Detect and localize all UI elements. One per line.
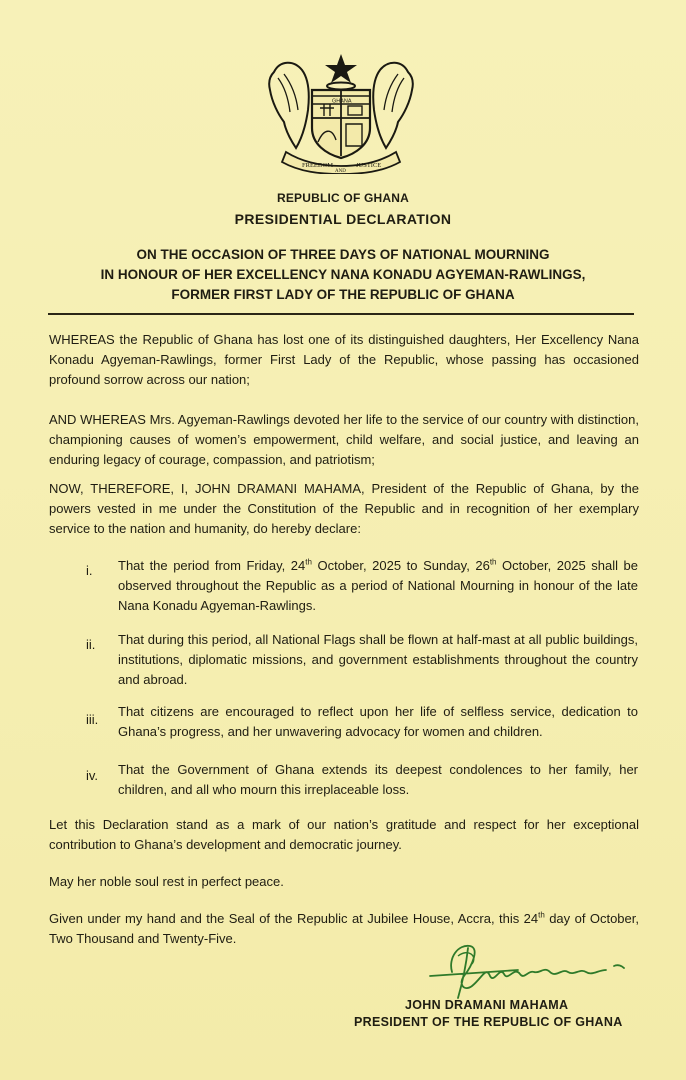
republic-heading: REPUBLIC OF GHANA (276, 191, 410, 205)
item-1-text (118, 556, 638, 616)
item-1-sup-2: th (489, 557, 497, 567)
ghana-coat-of-arms (262, 52, 420, 174)
item-1-text-c: October, 2025 shall be observed throughout the Republic as a period of National Mourning in honour of the late Nana Konadu Agyeman-Rawlings. (118, 558, 638, 613)
given-sup: th (538, 910, 545, 920)
item-1-number: i. (86, 563, 93, 578)
signatory-name: JOHN DRAMANI MAHAMA (405, 998, 569, 1012)
motto-center: AND (335, 169, 346, 174)
now-therefore-paragraph: NOW, THEREFORE, I, JOHN DRAMANI MAHAMA, President of the Republic of Ghana, by the powers vested in me under the Constitution of the Republic and in recognition of her exemplary service to the nation and humanity, do hereby declare: (49, 481, 639, 536)
given-text-a: Given under my hand and the Seal of the Republic at Jubilee House, Accra, this 24 (49, 911, 539, 926)
header-divider (48, 313, 634, 315)
item-3-text: That citizens are encouraged to reflect upon her life of selfless service, dedication to Ghana’s progress, and her unwavering advocacy for women and children. (118, 704, 638, 739)
signatory-title: PRESIDENT OF THE REPUBLIC OF GHANA (354, 1015, 623, 1029)
occasion-line-1: ON THE OCCASION OF THREE DAYS OF NATIONAL MOURNING (136, 247, 550, 262)
whereas-paragraph-1: WHEREAS the Republic of Ghana has lost one of its distinguished daughters, Her Excellency Nana Konadu Agyeman-Rawlings, former First Lady of the Republic, whose passing has occasioned profound sorrow across our nation; (49, 332, 639, 387)
black-star (325, 54, 357, 83)
motto-left: FREEDOM (302, 162, 334, 169)
declaration-title: PRESIDENTIAL DECLARATION (234, 211, 452, 227)
let-this-paragraph: Let this Declaration stand as a mark of our nation’s gratitude and respect for her exceptional contribution to Ghana’s development and democratic journey. (49, 817, 639, 852)
occasion-heading (0, 245, 686, 305)
motto-right: JUSTICE (356, 162, 382, 169)
shield-text: GHANA (332, 98, 352, 105)
occasion-line-3: FORMER FIRST LADY OF THE REPUBLIC OF GHANA (171, 287, 515, 302)
item-4-text: That the Government of Ghana extends its deepest condolences to her family, her children, and all who mourn this irreplaceable loss. (118, 762, 638, 797)
item-1-text-b: October, 2025 to Sunday, 26 (311, 558, 490, 573)
item-1-sup-1: th (305, 557, 312, 567)
item-2-number: ii. (86, 637, 96, 652)
item-1-text-a: That the period from Friday, 24 (118, 558, 306, 573)
presidential-signature (428, 936, 638, 1000)
item-3-number: iii. (86, 712, 99, 727)
occasion-line-2: IN HONOUR OF HER EXCELLENCY NANA KONADU AGYEMAN-RAWLINGS, (100, 267, 586, 282)
may-her-paragraph: May her noble soul rest in perfect peace. (49, 874, 284, 889)
item-2-text: That during this period, all National Flags shall be flown at half-mast at all public buildings, institutions, diplomatic missions, and government establishments throughout the country and abroad. (118, 632, 638, 687)
whereas-paragraph-2: AND WHEREAS Mrs. Agyeman-Rawlings devoted her life to the service of our country with distinction, championing causes of women’s empowerment, child welfare, and social justice, and leaving an enduring legacy of courage, compassion, and patriotism; (49, 412, 639, 467)
given-text-b: day of October, Two Thousand and Twenty-Five. (49, 911, 639, 946)
item-4-number: iv. (86, 768, 99, 783)
